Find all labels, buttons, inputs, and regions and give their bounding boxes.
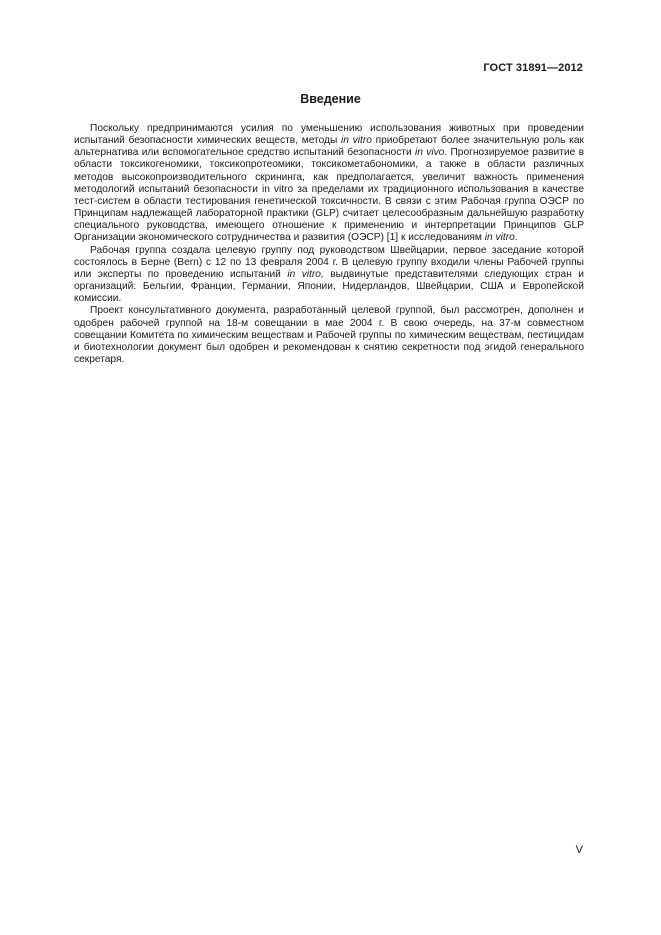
in-vitro-term: in vitro: [341, 135, 372, 147]
section-title: Введение: [300, 92, 361, 106]
paragraph-2: [74, 245, 584, 306]
body-text: [74, 123, 584, 366]
paragraph-1-text-c: . Прогнозируемое развитие в области токсикогеномики, токсикопротеомики, токсикометабономики, а также в области различных методов высокопроизводительного скрининга, как предполагается, увеличит важность применения методологий испытаний безопасности in vitro за пределами их традиционного использования в качестве тест-систем в области тестирования генетической токсичности. В связи с этим Рабочая группа ОЭСР по Принципам надлежащей лабораторной практики (GLP) считает целесообразным дальнейшую разработку специального руководства, имеющего отношение к применению и интерпретации Принципов GLP Организации экономического сотрудничества и развития (ОЭСР) [1] к исследованиям: [74, 147, 584, 244]
paragraph-1-text-b: приобретают более значительную роль как альтернатива или вспомогательное средство испытаний безопасности: [74, 135, 584, 159]
paragraph-1: [74, 123, 584, 245]
in-vitro-term: in vitro: [484, 232, 515, 244]
in-vivo-term: in vivo: [414, 147, 445, 159]
document-code: ГОСТ 31891—2012: [483, 62, 583, 74]
in-vitro-term: in vitro,: [287, 268, 324, 280]
paragraph-3: Проект консультативного документа, разработанный целевой группой, был рассмотрен, дополнен и одобрен рабочей группой на 18-м совещании в мае 2004 г. В свою очередь, на 37-м совместном совещании Комитета по химическим веществам и Рабочей группы по химическим веществам, пестицидам и биотехнологии документ был одобрен и рекомендован к снятию секретности под эгидой генерального секретаря.: [74, 305, 584, 365]
paragraph-1-text-a: Поскольку предпринимаются усилия по уменьшению использования животных при проведении испытаний безопасности химических веществ, методы: [74, 123, 584, 147]
paragraph-2-text-a: Рабочая группа создала целевую группу под руководством Швейцарии, первое заседание которой состоялось в Берне (Bern) с 12 по 13 февраля 2004 г. В целевую группу входили члены Рабочей группы или эксперты по проведению испытаний: [74, 244, 584, 280]
paragraph-1-text-d: .: [514, 232, 518, 244]
page-number: V: [575, 844, 583, 856]
paragraph-2-text-b: выдвинутые представителями следующих стран и организаций: Бельгии, Франции, Германии, Японии, Нидерландов, Швейцарии, США и Европейской комиссии.: [74, 268, 584, 305]
